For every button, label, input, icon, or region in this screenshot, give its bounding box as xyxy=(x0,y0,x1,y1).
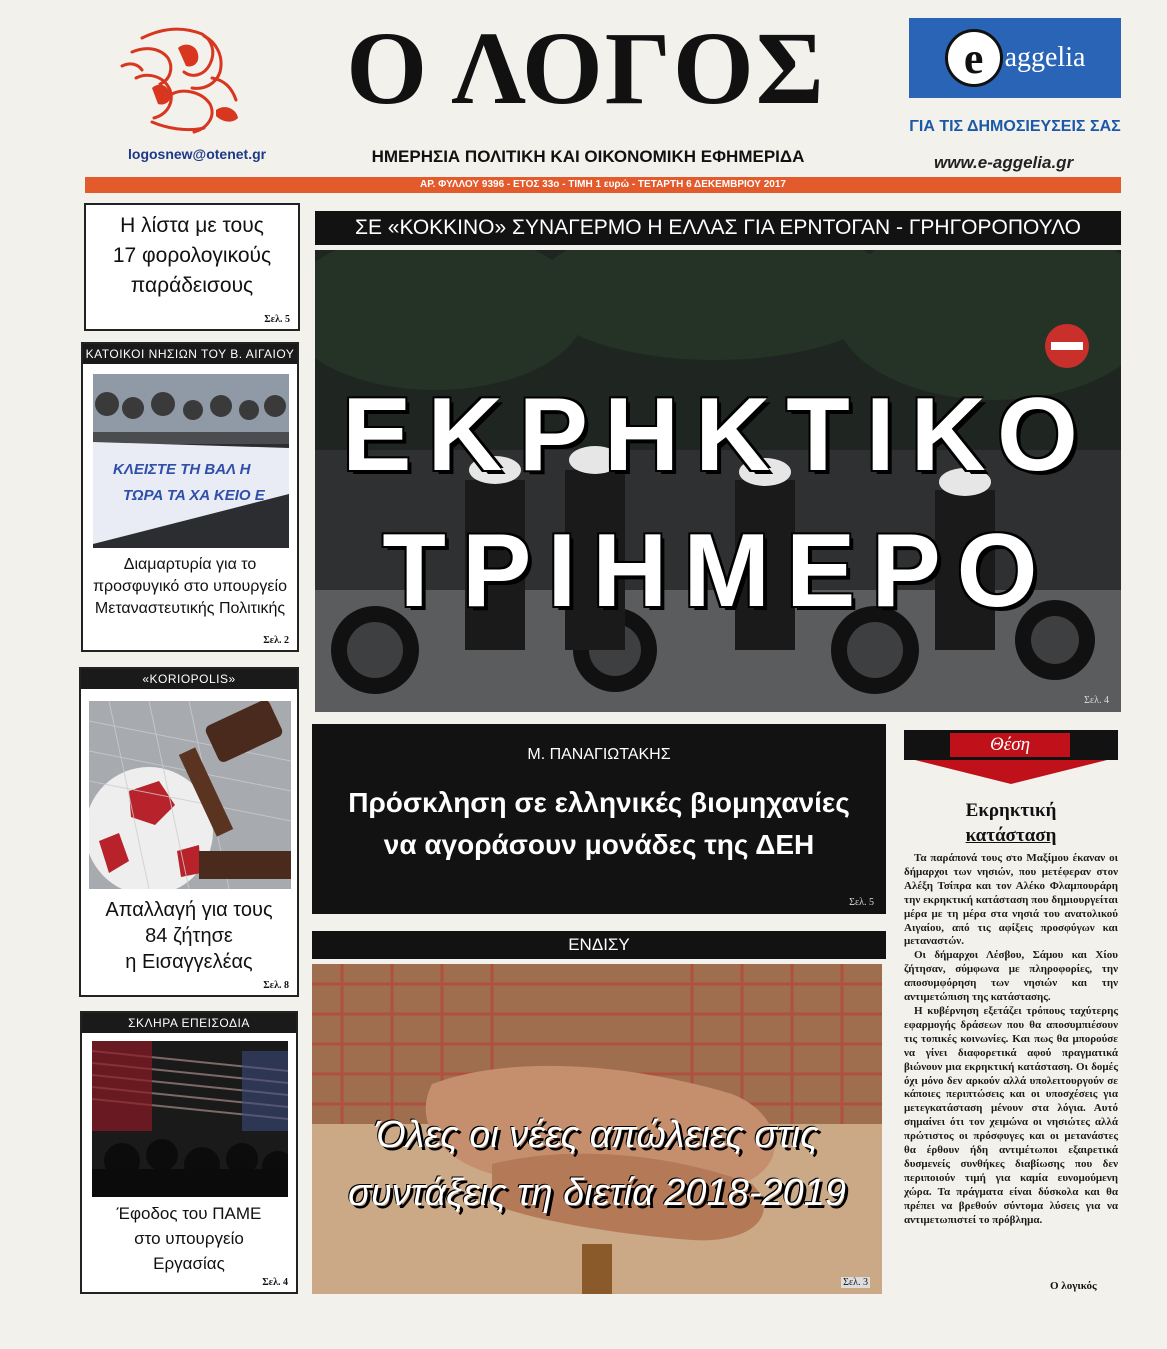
dateline-text: ΑΡ. ΦΥΛΛΟΥ 9396 - ΕΤΟΣ 33ο - ΤΙΜΗ 1 ευρώ - ΤΕΤΑΡΤΗ 6 ΔΕΚΕΜΒΡΙΟΥ 2017 xyxy=(420,179,786,190)
section-header: ΣΚΛΗΡΑ ΕΠΕΙΣΟΔΙΑ xyxy=(82,1013,296,1033)
ad-tagline: ΓΙΑ ΤΙΣ ΔΗΜΟΣΙΕΥΣΕΙΣ ΣΑΣ xyxy=(909,118,1121,135)
gavel-football-photo xyxy=(89,701,291,889)
contact-email[interactable]: logosnew@otenet.gr xyxy=(128,146,267,162)
lead-story[interactable] xyxy=(315,250,1121,712)
editorial-signature: Ο λογικός xyxy=(1050,1280,1097,1292)
dateline-bar xyxy=(85,177,1121,193)
page-ref: Σελ. 5 xyxy=(849,897,874,908)
newspaper-logo-illustration xyxy=(112,18,252,143)
teaser-line: στο υπουργείο xyxy=(134,1229,244,1248)
pension-kicker-band: ΕΝΔΙΣΥ xyxy=(312,931,886,959)
lead-kicker-band: ΣΕ «ΚΟΚΚΙΝΟ» ΣΥΝΑΓΕΡΜΟ Η ΕΛΛΑΣ ΓΙΑ ΕΡΝΤΟΓΑΝ - ΓΡΗΓΟΡΟΠΟΥΛΟ xyxy=(315,211,1121,245)
teaser-line: η Εισαγγελέας xyxy=(125,951,253,973)
teaser-line: Διαμαρτυρία για το xyxy=(123,556,257,573)
headline-line: Πρόσκληση σε ελληνικές βιομηχανίες xyxy=(348,787,850,818)
page-ref: Σελ. 5 xyxy=(264,314,290,325)
editorial-title-line: Εκρηκτική xyxy=(965,800,1057,821)
lead-headline-line: ΕΚΡΗΚΤΙΚΟ xyxy=(342,377,1094,493)
page-ref: Σελ. 8 xyxy=(263,980,289,991)
editorial-paragraph: Η κυβέρνηση εξετάζει τρόπους ταχύτερης εφαρμογής δράσεων που θα αποσυμπιέσουν τις τοπικές κοινωνίες. Και πως θα μπορούσε να γίνει διαφορετικά αφού πραγματικά βιώνουν μια εκρηκτική κατάσταση. Οι δομές όχι μόνο δεν αρκούν αλλά υπολειτουργούν σε κάποιες περιπτώσεις και οι υποσχέσεις για μετεγκατάσταση μένουν στα λόγια. Αυτό σημαίνει ότι τον χειμώνα οι νησιώτες αλλά πρώτιστος οι πρόσφυγες και οι μετανάστες θα έρθουν ήδη αντιμέτωποι εξαιρετικά δυσμενείς συνθήκες διαβίωσης που δεν περιποιούν τιμή για καμία ευνομούμενη χώρα. Τα πράγματα είναι δύσκολα και θα πρέπει να βρεθούν σύντομα λύσεις για να αντιμετωπιστεί το πρόβλημα. xyxy=(904,1004,1118,1226)
page-ref: Σελ. 2 xyxy=(263,635,289,646)
eaggelia-wordmark: aggelia xyxy=(1004,42,1086,73)
section-header: ΚΑΤΟΙΚΟΙ ΝΗΣΙΩΝ ΤΟΥ Β. ΑΙΓΑΙΟΥ xyxy=(83,344,297,364)
teaser-line: Μεταναστευτικής Πολιτικής xyxy=(94,600,286,617)
newspaper-title: Ο ΛΟΓΟΣ xyxy=(346,11,826,126)
headline-line: να αγοράσουν μονάδες της ΔΕΗ xyxy=(383,829,815,860)
banner-text: ΚΛΕΙΣΤΕ ΤΗ ΒΑΛ Η xyxy=(113,461,251,478)
lead-headline-line: ΤΡΙΗΜΕΡΟ xyxy=(382,513,1054,629)
section-header: «KORIOPOLIS» xyxy=(81,669,297,689)
page-ref: Σελ. 4 xyxy=(1084,695,1109,706)
ad-url[interactable]: www.e-aggelia.gr xyxy=(934,153,1074,172)
down-arrow-icon xyxy=(915,760,1107,784)
teaser-line: 17 φορολογικούς xyxy=(112,244,272,267)
teaser-line: Έφοδος του ΠΑΜΕ xyxy=(116,1204,262,1223)
koriopolis-teaser[interactable] xyxy=(79,667,299,997)
editorial-title-line: κατάσταση xyxy=(965,825,1057,846)
editorial-body xyxy=(904,852,1118,1227)
teaser-line: 84 ζήτησε xyxy=(145,925,233,947)
editorial-label: Θέση xyxy=(950,733,1070,757)
protest-photo xyxy=(93,374,289,548)
eaggelia-e-icon: e xyxy=(945,29,1003,87)
teaser-line: παράδεισους xyxy=(130,274,254,297)
story-author: Μ. ΠΑΝΑΓΙΩΤΑΚΗΣ xyxy=(527,746,671,763)
aegean-protest-teaser[interactable] xyxy=(81,342,299,652)
pension-story[interactable] xyxy=(312,964,882,1294)
pension-headline-line: Όλες οι νέες απώλειες στις xyxy=(375,1114,819,1156)
editorial-paragraph: Οι δήμαρχοι Λέσβου, Σάμου και Χίου ζήτησαν, σύμφωνα με πληροφορίες, την αποσυμφόρηση των νησιών και την αντιμετώπιση της κατάστασης. xyxy=(904,949,1118,1004)
teaser-line: Απαλλαγή για τους xyxy=(105,899,273,921)
editorial-paragraph: Τα παράπονά τους στο Μαξίμου έκαναν οι δήμαρχοι των νησιών, που μετέφεραν στον Αλέξη Τσίπρα και τον Αλέκο Φλαμπουράρη την εκρηκτική κατάσταση που δημιουργείται μέρα με τη μέρα στα νησιά του ανατολικού Αιγαίου, από τις αφίξεις προσφύγων και μεταναστών. xyxy=(904,852,1118,948)
teaser-line: Η λίστα με τους xyxy=(120,214,264,237)
teaser-line: προσφυγικό στο υπουργείο xyxy=(93,578,287,595)
pame-raid-photo xyxy=(92,1041,288,1197)
banner-text: ΤΩΡΑ ΤΑ ΧΑ ΚΕΙΟ Ε xyxy=(123,487,265,504)
pension-headline-line: συντάξεις τη διετία 2018-2019 xyxy=(347,1172,847,1214)
teaser-line: Εργασίας xyxy=(153,1254,225,1273)
story-headline xyxy=(312,782,886,866)
eaggelia-ad-logo[interactable] xyxy=(909,18,1121,98)
dei-story[interactable] xyxy=(312,724,886,914)
page-ref: Σελ. 4 xyxy=(262,1277,288,1288)
pame-teaser[interactable] xyxy=(80,1011,298,1294)
editorial-title xyxy=(904,798,1118,848)
tax-havens-teaser[interactable] xyxy=(84,203,300,331)
newspaper-subtitle: ΗΜΕΡΗΣΙΑ ΠΟΛΙΤΙΚΗ ΚΑΙ ΟΙΚΟΝΟΜΙΚΗ ΕΦΗΜΕΡΙΔΑ xyxy=(371,147,805,166)
page-ref: Σελ. 3 xyxy=(843,1277,868,1288)
